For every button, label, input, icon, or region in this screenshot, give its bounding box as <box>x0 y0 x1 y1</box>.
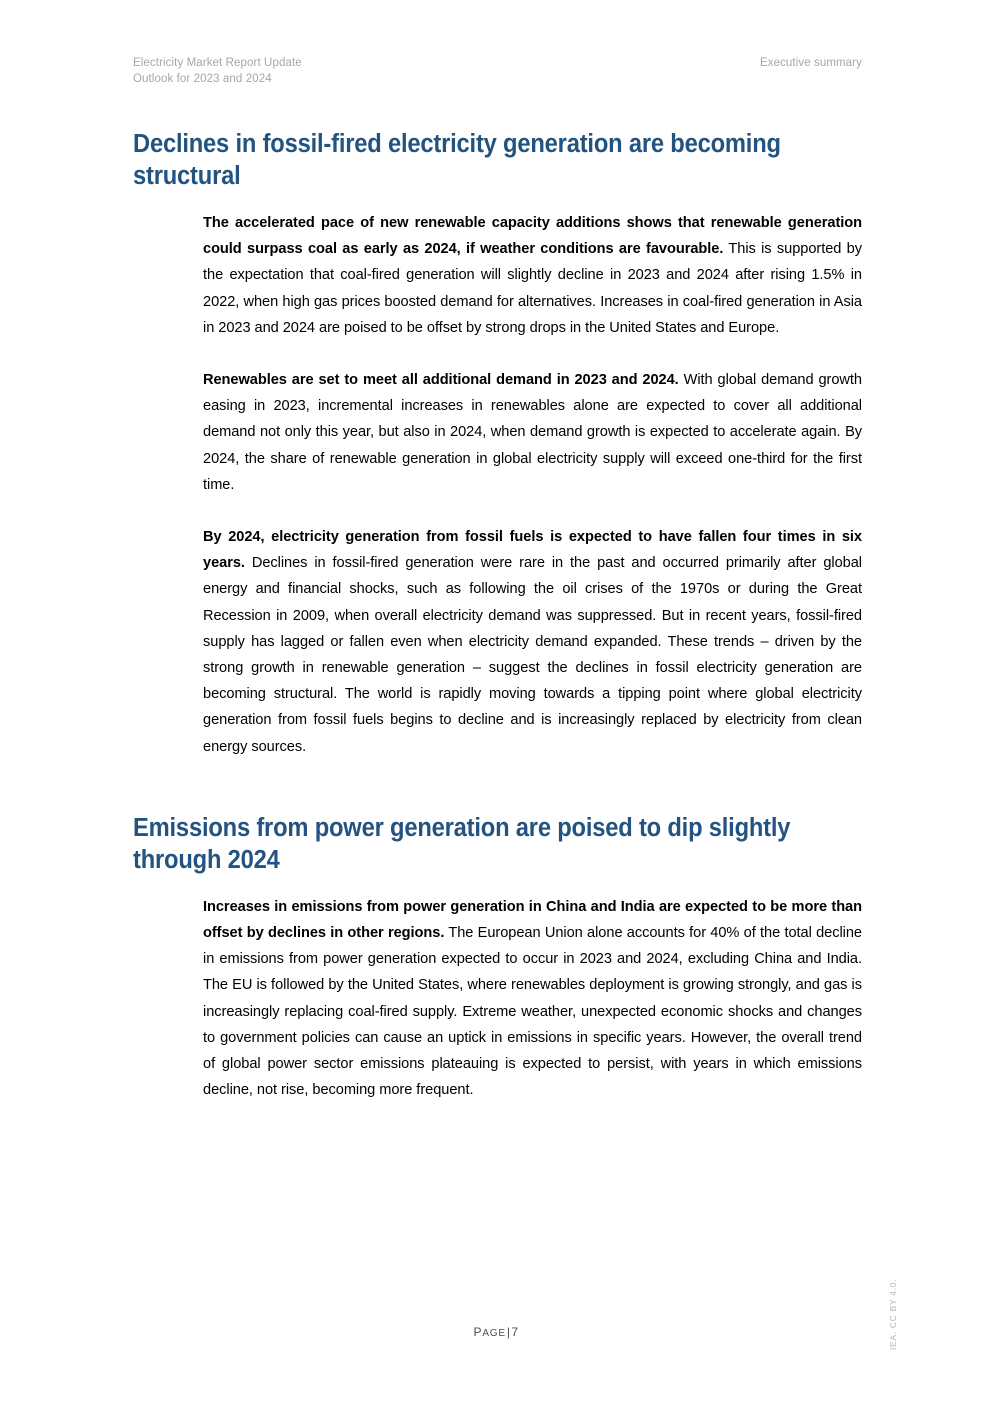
footer-separator: | <box>506 1325 511 1339</box>
paragraph-lead: By 2024, electricity generation from fossil fuels is expected to have fallen four times in six years. <box>203 529 862 572</box>
document-content <box>133 128 862 1103</box>
section-heading-2: Emissions from power generation are poised to dip slightly through 2024 <box>133 813 791 874</box>
paragraph-lead: Renewables are set to meet all additional demand in 2023 and 2024. <box>203 372 679 389</box>
licence-credit: IEA. CC BY 4.0. <box>888 1278 898 1350</box>
paragraph-rest: This is supported by the expectation that coal-fired generation will slightly decline in 2023 and 2024 after rising 1.5% in 2022, when high gas prices boosted demand for alternatives. Increases in coal-fired generation in Asia in 2023 and 2024 are poised to be offset by strong drops in the United States and Europe. <box>203 241 862 336</box>
paragraph <box>203 210 862 341</box>
running-header-right: Executive summary <box>759 57 862 69</box>
paragraph-lead: The accelerated pace of new renewable capacity additions shows that renewable generation could surpass coal as early as 2024, if weather conditions are favourable. <box>203 215 862 258</box>
paragraph <box>203 894 862 1104</box>
paragraph-rest: The European Union alone accounts for 40% of the total decline in emissions from power generation expected to occur in 2023 and 2024, excluding China and India. The EU is followed by the United States, where renewables deployment is growing strongly, and gas is increasingly replacing coal-fired supply. Extreme weather, unexpected economic shocks and changes to government policies can cause an uptick in emissions in specific years. However, the overall trend of global power sector emissions plateauing is expected to persist, with years in which emissions decline, not rise, becoming more frequent. <box>203 925 863 1099</box>
footer-page-number <box>0 1325 992 1339</box>
running-header-left <box>133 55 302 87</box>
footer-page-label: PAGE <box>473 1325 506 1339</box>
report-title-line-1: Electricity Market Report Update <box>133 57 302 69</box>
running-header <box>133 55 862 87</box>
paragraph-rest: Declines in fossil-fired generation were rare in the past and occurred primarily after global energy and financial shocks, such as following the oil crises of the 1970s or during the Great Recession in 2009, when overall electricity demand was suppressed. But in recent years, fossil-fired supply has lagged or fallen even when electricity demand expanded. These trends – driven by the strong growth in renewable generation – suggest the declines in fossil electricity generation are becoming structural. The world is rapidly moving towards a tipping point where global electricity generation from fossil fuels begins to decline and is increasingly replaced by electricity from clean energy sources. <box>203 555 862 755</box>
section-heading-1: Declines in fossil-fired electricity generation are becoming structural <box>133 130 781 190</box>
paragraph <box>203 367 862 498</box>
paragraph-rest: With global demand growth easing in 2023, incremental increases in renewables alone are expected to cover all additional demand not only this year, but also in 2024, when demand growth is expected to accelerate again. By 2024, the share of renewable generation in global electricity supply will exceed one-third for the first time. <box>203 372 862 493</box>
report-title-line-2: Outlook for 2023 and 2024 <box>133 73 272 85</box>
paragraph-lead: Increases in emissions from power generation in China and India are expected to be more than offset by declines in other regions. <box>203 898 862 942</box>
paragraph <box>203 524 862 760</box>
section-2-body <box>203 894 862 1104</box>
footer-page-value: 7 <box>511 1325 519 1339</box>
section-1-body <box>203 210 862 760</box>
